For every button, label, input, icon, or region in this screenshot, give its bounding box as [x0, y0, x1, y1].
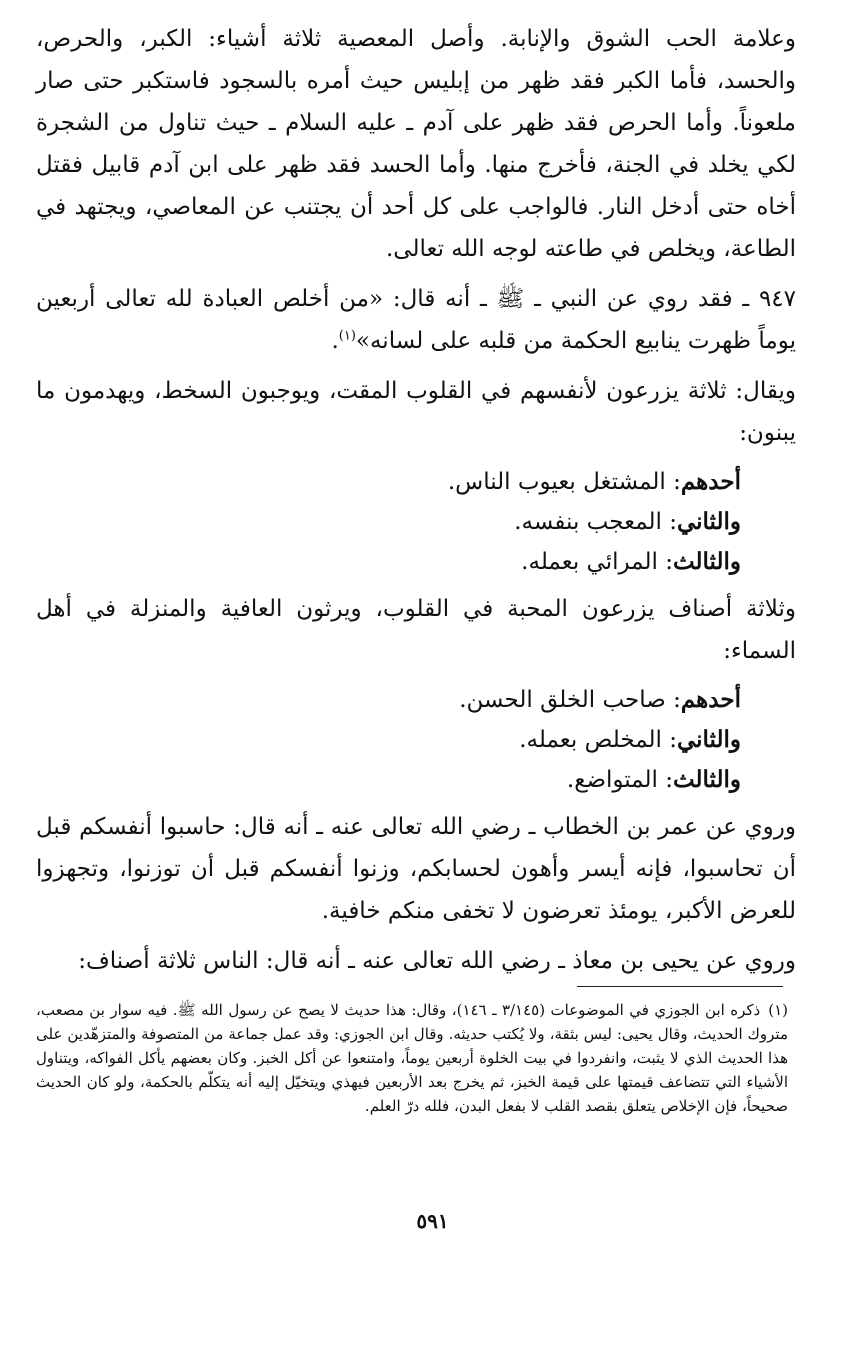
hadith-947-text: ٩٤٧ ـ فقد روي عن النبي ـ ﷺ ـ أنه قال: «من أخلص العبادة لله تعالى أربعين يوماً ظهرت ينابيع الحكمة من قلبه على لسانه»	[36, 286, 796, 354]
footnote	[36, 998, 788, 1118]
list-item	[36, 462, 741, 502]
list-item-text: : المرائي بعمله.	[521, 549, 673, 575]
list-item	[36, 542, 741, 582]
list-item	[36, 680, 741, 720]
page-body	[36, 18, 796, 990]
list-three-hated	[36, 462, 796, 582]
paragraph-5: وروي عن عمر بن الخطاب ـ رضي الله تعالى عنه ـ أنه قال: حاسبوا أنفسكم قبل أن تحاسبوا، فإنه أيسر وأهون لحسابكم، وزنوا أنفسكم قبل أن توزنوا، وتجهزوا للعرض الأكبر، يومئذ تعرضون لا تخفى منكم خافية.	[36, 814, 796, 924]
paragraph-1: وعلامة الحب الشوق والإنابة. وأصل المعصية ثلاثة أشياء: الكبر، والحرص، والحسد، فأما الكبر فقد ظهر من إبليس حيث أمره بالسجود فاستكبر حتى صار ملعوناً. وأما الحرص فقد ظهر على آدم ـ عليه السلام ـ حيث تناول من الشجرة لكي يخلد في الجنة، فأخرج منها. وأما الحسد فقد ظهر على ابن آدم قابيل فقتل أخاه حتى أدخل النار. فالواجب على كل أحد أن يجتنب عن المعاصي، ويجتهد في الطاعة، ويخلص في طاعته لوجه الله تعالى.	[36, 26, 797, 262]
list-item-ordinal: والثاني	[676, 508, 741, 535]
list-item-text: : المشتغل بعيوب الناس.	[447, 469, 681, 495]
list-item-text: : المخلص بعمله.	[519, 727, 677, 753]
list-item-text: : المتواضع.	[566, 767, 673, 793]
paragraph-4: وثلاثة أصناف يزرعون المحبة في القلوب، ويرثون العافية والمنزلة في أهل السماء:	[36, 596, 796, 664]
list-item-ordinal: أحدهم	[680, 468, 741, 495]
list-item	[36, 502, 741, 542]
footnote-divider	[577, 986, 783, 987]
page-number: ٥٩١	[416, 1209, 449, 1233]
paragraph-3: ويقال: ثلاثة يزرعون لأنفسهم في القلوب المقت، ويوجبون السخط، ويهدمون ما يبنون:	[36, 378, 796, 446]
paragraph-hadith-947: ٩٤٧ ـ فقد روي عن النبي ـ ﷺ ـ أنه قال: «من أخلص العبادة لله تعالى أربعين يوماً ظهرت ينابيع الحكمة من قلبه على لسانه»$^{(١)}$.	[36, 286, 796, 354]
footnote-number: (١)	[768, 1001, 788, 1019]
list-item-text: : صاحب الخلق الحسن.	[459, 687, 681, 713]
list-item-ordinal: والثالث	[672, 766, 741, 793]
list-item-ordinal: أحدهم	[680, 686, 741, 713]
list-item	[36, 760, 741, 800]
list-item-ordinal: والثاني	[676, 726, 741, 753]
footnote-text: ذكره ابن الجوزي في الموضوعات (٣/١٤٥ ـ ١٤٦)، وقال: هذا حديث لا يصح عن رسول الله ﷺ. فيه سوار بن مصعب، متروك الحديث، وقال يحيى: ليس بثقة، ولا يُكتب حديثه. وقال ابن الجوزي: وقد عمل جماعة من المتصوفة والمتزهّدين على هذا الحديث الذي لا يثبت، وانفردوا في بيت الخلوة أربعين يوماً، وامتنعوا عن أكل الخبز. وكان بعضهم يأكل الفواكه، ويتناول الأشياء التي تتضاعف قيمتها على قيمة الخبز، ثم يخرج بعد الأربعين فيهذي ويتخيّل إليه أنه يتكلّم بالحكمة، ولو كان الحديث صحيحاً، فإن الإخلاص يتعلق بقصد القلب لا بفعل البدن، فلله درّ العلم.	[36, 1001, 788, 1115]
list-item	[36, 720, 741, 760]
list-item-text: : المعجب بنفسه.	[514, 509, 677, 535]
paragraph-6: وروي عن يحيى بن معاذ ـ رضي الله تعالى عنه ـ أنه قال: الناس ثلاثة أصناف:	[78, 948, 796, 974]
list-three-beloved	[36, 680, 796, 800]
footnote-reference[interactable]: (١)	[338, 328, 356, 344]
list-item-ordinal: والثالث	[672, 548, 741, 575]
